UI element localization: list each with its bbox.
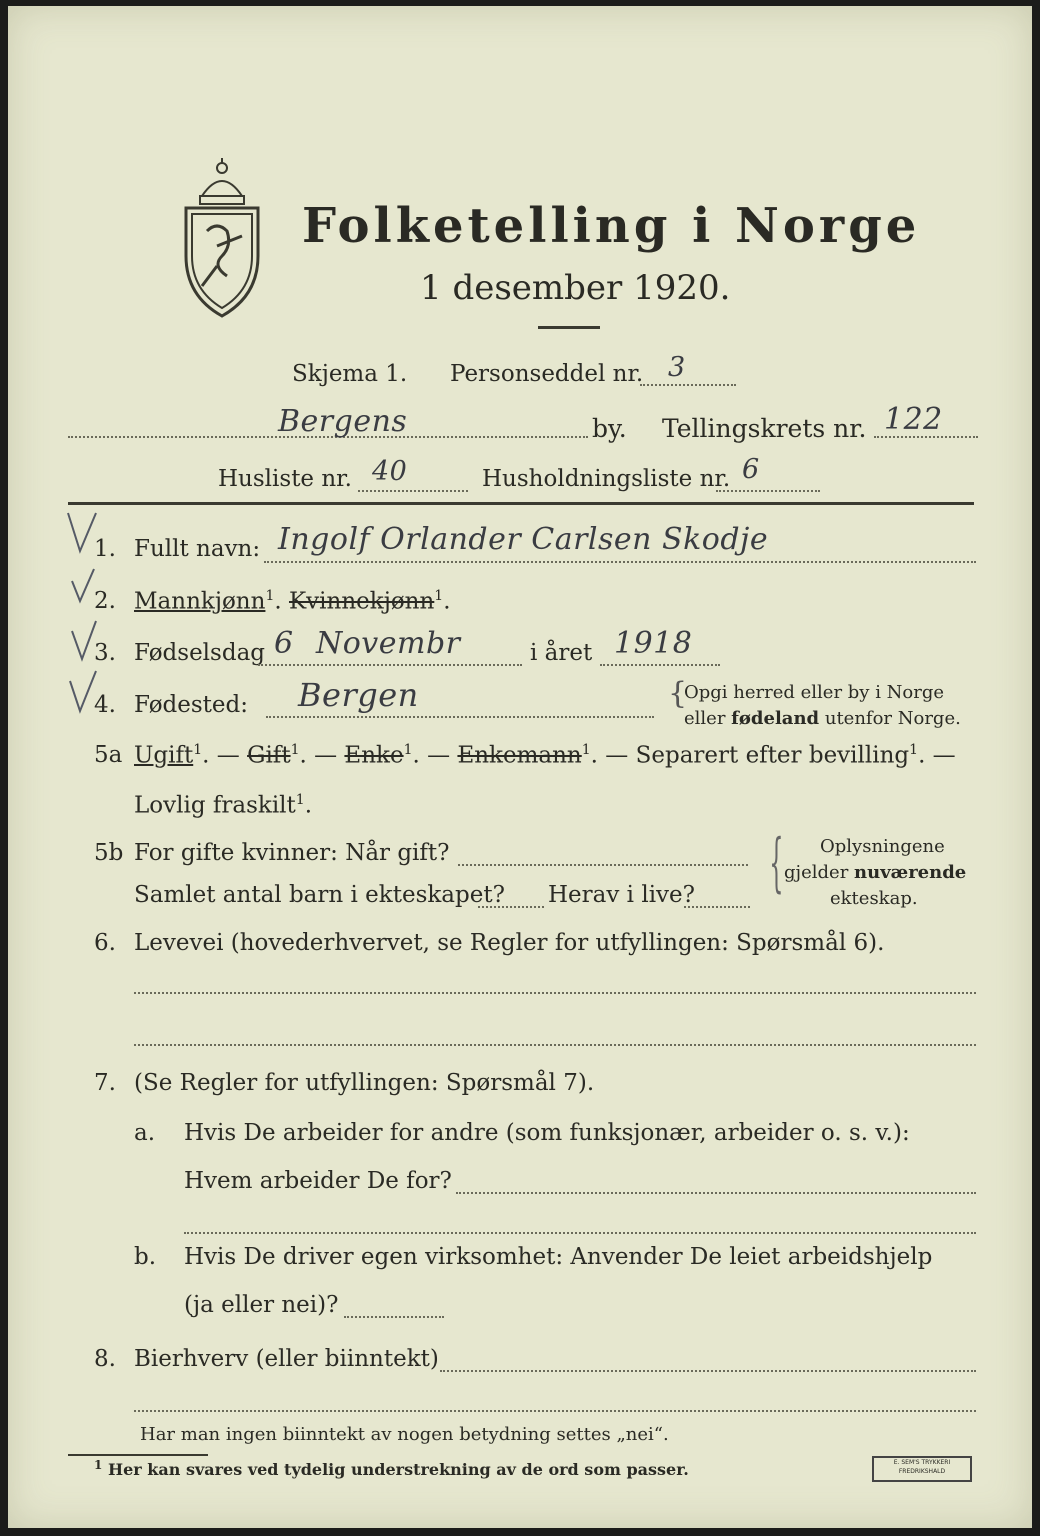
footer-rule — [68, 1454, 208, 1456]
q5b-barn-line — [478, 906, 544, 908]
q8-label: Bierhverv (eller biinntekt) — [134, 1346, 439, 1372]
husholdning-line — [716, 490, 820, 492]
q5a-sup-2: 1 — [290, 742, 300, 758]
q7-number: 7. — [94, 1070, 116, 1096]
q5a-number: 5a — [94, 742, 123, 768]
printer-mark — [872, 1456, 972, 1482]
q5a-sup-6: 1 — [295, 792, 305, 808]
q2-female-sup: 1 — [434, 588, 444, 604]
printer-name: E. SEM'S TRYKKERI — [893, 1459, 951, 1466]
q4-number: 4. — [94, 692, 116, 718]
tellingskrets-value: 122 — [884, 402, 943, 437]
q8-number: 8. — [94, 1346, 116, 1372]
q4-note-2a: eller — [684, 708, 732, 729]
q2-male: Mannkjønn — [134, 588, 266, 615]
q5a-sup-3: 1 — [403, 742, 413, 758]
q2-dot: . — [274, 588, 282, 615]
q5b-note-2a: gjelder — [784, 862, 855, 883]
q3-month: Novembr — [316, 626, 461, 661]
footer-note: Har man ingen biinntekt av nogen betydning settes „nei“. — [140, 1424, 669, 1445]
header-rule — [68, 502, 974, 505]
q5a-gift: Gift — [247, 742, 291, 769]
husholdning-value: 6 — [742, 454, 760, 485]
form-title: Folketelling i Norge — [302, 198, 921, 254]
q4-note-2 — [684, 708, 961, 729]
q3-day: 6 — [274, 626, 294, 661]
husholdning-label: Husholdningsliste nr. — [482, 466, 731, 492]
q1-value: Ingolf Orlander Carlsen Skodje — [278, 522, 769, 557]
q4-brace: { — [668, 676, 688, 711]
q5a-fraskilt-row: Lovlig fraskilt$^1$. — [134, 792, 313, 819]
q7b-text: Hvis De driver egen virksomhet: Anvender De leiet arbeidshjelp — [184, 1244, 933, 1270]
printer-city: FREDRIKSHALD — [898, 1468, 946, 1475]
census-form — [8, 6, 1032, 1528]
personseddel-line — [640, 384, 736, 386]
tellingskrets-label: Tellingskrets nr. — [662, 414, 867, 443]
q6-number: 6. — [94, 930, 116, 956]
q7a-line-1 — [456, 1192, 976, 1194]
q4-note-2c: utenfor Norge. — [819, 708, 961, 729]
q5b-note-1: Oplysningene — [820, 836, 945, 857]
q1-line — [264, 561, 976, 563]
husliste-label: Husliste nr. — [218, 466, 352, 492]
q2-male-sup: 1 — [265, 588, 275, 604]
q4-note-1: Opgi herred eller by i Norge — [684, 682, 945, 703]
q5a-fraskilt: Lovlig fraskilt — [134, 792, 296, 819]
q5a-sup-1: 1 — [193, 742, 203, 758]
q5a-sup-5: 1 — [909, 742, 919, 758]
q5b-gift-line — [458, 864, 748, 866]
q5b-live: Herav i live? — [548, 882, 695, 908]
q8-line-1 — [440, 1370, 976, 1372]
q7b-question: (ja eller nei)? — [184, 1292, 339, 1318]
q5b-barn: Samlet antal barn i ekteskapet? — [134, 882, 505, 908]
q2-number: 2. — [94, 588, 116, 614]
q1-number: 1. — [94, 536, 116, 562]
personseddel-label: Personseddel nr. — [450, 361, 644, 387]
q7a-question: Hvem arbeider De for? — [184, 1168, 452, 1194]
q2-dot-2: . — [443, 588, 451, 615]
q7-label: (Se Regler for utfyllingen: Spørsmål 7). — [134, 1070, 595, 1096]
by-label: by. — [592, 414, 627, 443]
title-divider — [538, 326, 600, 329]
q3-year-label: i året — [530, 640, 593, 666]
q4-note-2b: fødeland — [731, 708, 820, 729]
q3-year-line — [600, 664, 720, 666]
q4-value: Bergen — [298, 676, 419, 714]
q7b-line — [344, 1316, 444, 1318]
q6-line-1 — [134, 992, 976, 994]
husliste-line — [358, 490, 468, 492]
q7a-number: a. — [134, 1120, 156, 1146]
schema-label: Skjema 1. — [292, 361, 408, 387]
form-date: 1 desember 1920. — [420, 268, 731, 308]
q1-label: Fullt navn: — [134, 536, 261, 562]
footnote-number: 1 — [94, 1458, 103, 1472]
q5b-live-line — [684, 906, 750, 908]
q3-label: Fødselsdag — [134, 640, 266, 666]
q4-label: Fødested: — [134, 692, 249, 718]
q5a-sup-4: 1 — [581, 742, 591, 758]
q7a-text: Hvis De arbeider for andre (som funksjonær, arbeider o. s. v.): — [184, 1120, 910, 1146]
q7a-line-2 — [184, 1232, 976, 1234]
q7b-number: b. — [134, 1244, 157, 1270]
q5b-brace: { — [769, 826, 784, 900]
q5b-number: 5b — [94, 840, 124, 866]
q5b-note-2 — [784, 862, 966, 883]
q4-line — [266, 716, 654, 718]
q2-options — [134, 588, 451, 615]
q6-label: Levevei (hovederhvervet, se Regler for utfyllingen: Spørsmål 6). — [134, 930, 885, 956]
q3-number: 3. — [94, 640, 116, 666]
q5a-separert: Separert efter bevilling — [635, 742, 910, 769]
q5a-ugift: Ugift — [134, 742, 194, 769]
q5a-options: Ugift$^1$. — Gift$^1$. — Enke$^1$. — Enkemann$^1$. — Separert efter bevilling$^1$. — — [134, 742, 956, 769]
q5b-label: For gifte kvinner: Når gift? — [134, 840, 450, 866]
city-value: Bergens — [278, 404, 408, 439]
q5b-note-3: ekteskap. — [830, 888, 918, 909]
q3-year: 1918 — [614, 626, 693, 661]
personseddel-value: 3 — [668, 352, 686, 383]
q8-line-2 — [134, 1410, 976, 1412]
q5a-enkemann: Enkemann — [457, 742, 582, 769]
q2-female: Kvinnekjønn — [288, 588, 435, 615]
q6-line-2 — [134, 1044, 976, 1046]
husliste-value: 40 — [372, 456, 408, 487]
coat-of-arms-icon — [172, 156, 272, 326]
q5a-enke: Enke — [344, 742, 404, 769]
q5b-note-2b: nuværende — [854, 862, 967, 883]
q3-date-line — [258, 664, 522, 666]
footnote-text: Her kan svares ved tydelig understrekning av de ord som passer. — [108, 1460, 689, 1479]
